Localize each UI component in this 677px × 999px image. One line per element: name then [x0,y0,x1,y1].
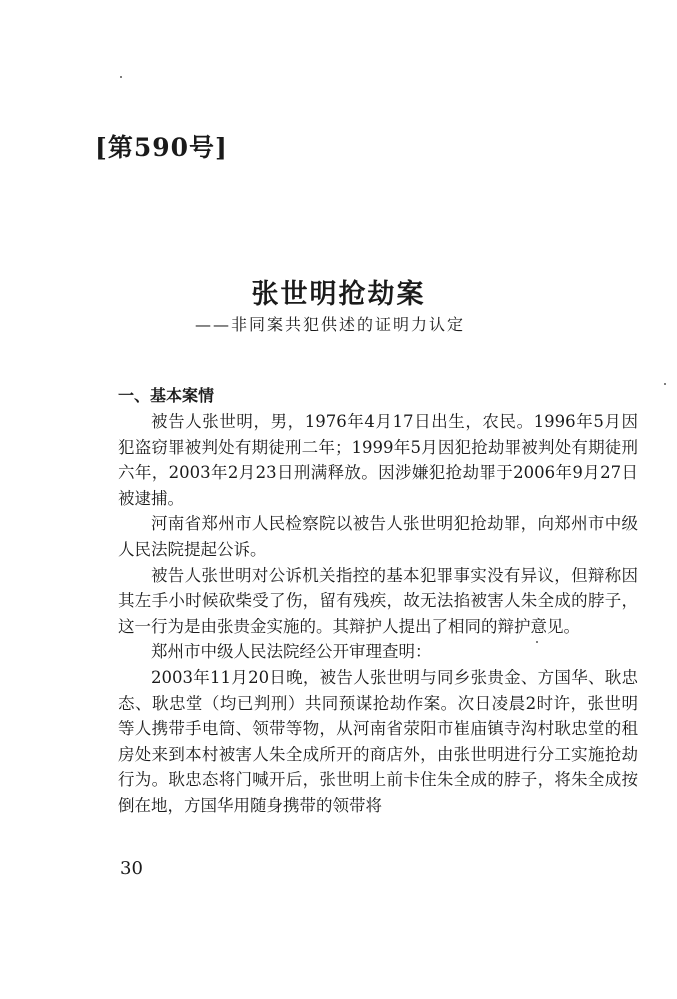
case-subtitle: ——非同案共犯供述的证明力认定 [195,315,466,334]
paragraph: 被告人张世明，男，1976年4月17日出生，农民。1996年5月因犯盗窃罪被判处有期徒刑二年；1999年5月因犯抢劫罪被判处有期徒刑六年，2003年2月23日刑满释放。因涉嫌犯抢劫罪于2006年9月27日被逮捕。 [118,412,638,508]
body-text [118,409,638,819]
case-title: 张世明抢劫案 [251,279,426,310]
paragraph: 郑州市中级人民法院经公开审理查明： [151,642,432,662]
paragraph: 被告人张世明对公诉机关指控的基本犯罪事实没有异议，但辩称因其左手小时候砍柴受了伤，留有残疾，故无法掐被害人朱全成的脖子，这一行为是由张贵金实施的。其辩护人提出了相同的辩护意见。 [118,565,638,636]
scan-speck [664,383,666,385]
scan-speck [120,76,122,78]
page-number: 30 [120,858,143,879]
paragraph: 2003年11月20日晚，被告人张世明与同乡张贵金、方国华、耿忠态、耿忠堂（均已判刑）共同预谋抢劫作案。次日凌晨2时许，张世明等人携带手电筒、领带等物，从河南省荥阳市崔庙镇寺沟村耿忠堂的租房处来到本村被害人朱全成所开的商店外，由张世明进行分工实施抢劫行为。耿忠态将门喊开后，张世明上前卡住朱全成的脖子，将朱全成按倒在地，方国华用随身携带的领带将 [118,667,638,815]
section-heading: 一、基本案情 [118,386,215,405]
case-number: [第590号] [95,133,228,162]
paragraph: 河南省郑州市人民检察院以被告人张世明犯抢劫罪，向郑州市中级人民法院提起公诉。 [118,514,638,559]
